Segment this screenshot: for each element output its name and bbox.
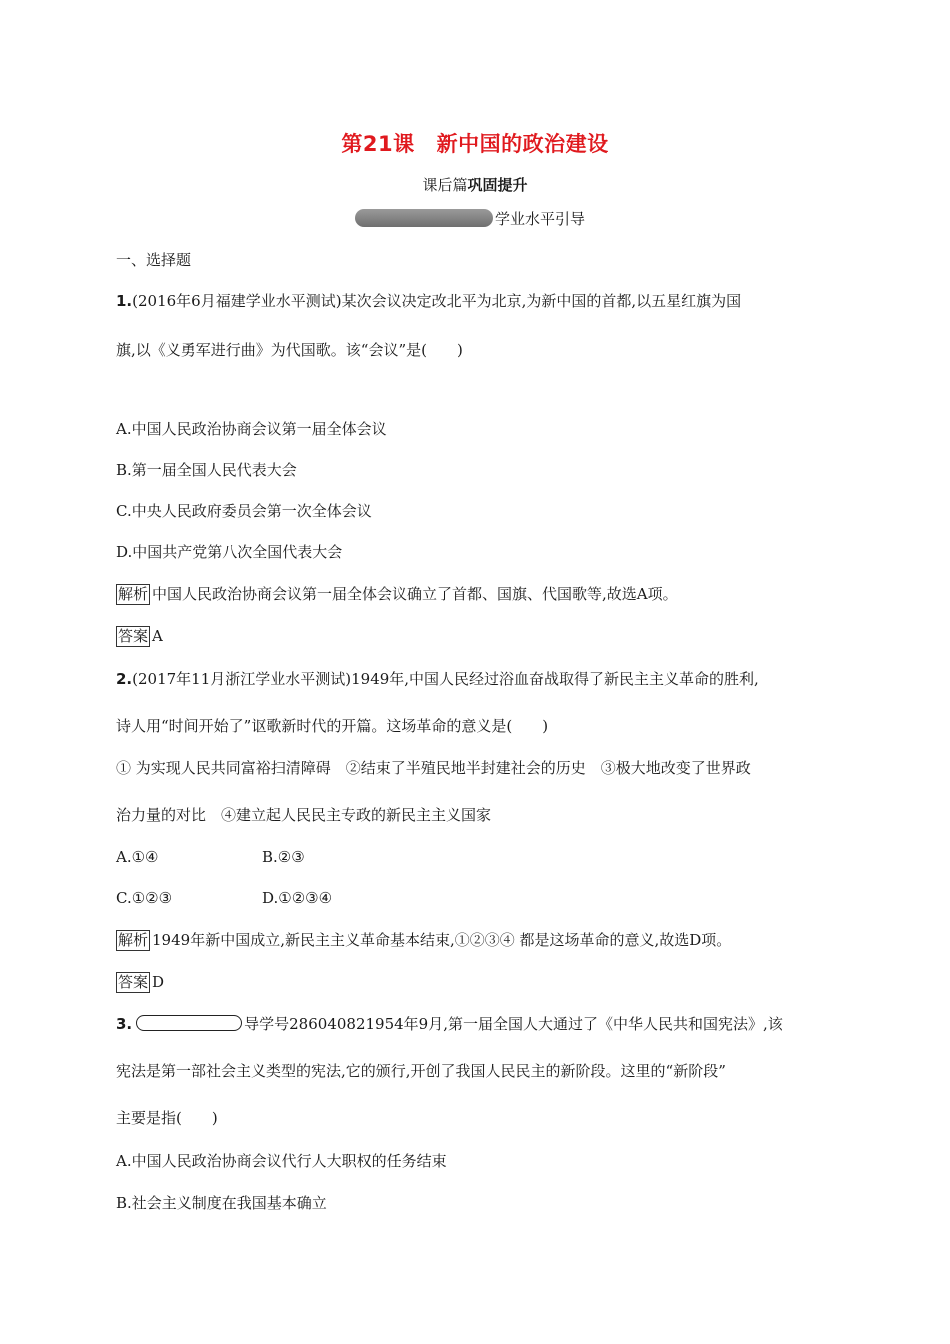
lesson-name: 新中国的政治建设 <box>436 132 609 156</box>
question-1-answer: 答案 A <box>118 627 163 645</box>
guide-bar-icon <box>355 209 493 227</box>
question-2-answer: 答案 D <box>118 973 165 991</box>
question-3-number: 3. <box>116 1015 133 1033</box>
question-2-option-d: D.①②③④ <box>262 889 333 907</box>
question-3-line-3: 主要是指( ) <box>116 1109 218 1127</box>
question-1-line-1: 1.(2016年6月福建学业水平测试)某次会议决定改北平为北京,为新中国的首都,以五星红旗为国 <box>116 292 742 310</box>
guide-banner <box>355 207 585 229</box>
guide-number-pill-icon <box>136 1015 242 1031</box>
subtitle-bold: 巩固提升 <box>467 176 528 194</box>
question-1-analysis: 解析 中国人民政治协商会议第一届全体会议确立了首都、国旗、代国歌等,故选A项。 <box>118 585 678 603</box>
question-3-option-a: A.中国人民政治协商会议代行人大职权的任务结束 <box>116 1152 447 1170</box>
analysis-tag: 解析 <box>118 585 149 603</box>
question-2-options-row-2 <box>116 887 516 909</box>
question-2-options-row-1 <box>116 846 516 868</box>
question-1-option-b: B.第一届全国人民代表大会 <box>116 461 297 479</box>
question-2-analysis: 解析 1949年新中国成立,新民主主义革命基本结束,①②③④ 都是这场革命的意义,故选D项。 <box>118 931 732 949</box>
analysis-tag: 解析 <box>118 931 149 949</box>
question-2-option-a: A.①④ <box>116 848 159 866</box>
question-1-option-c: C.中央人民政府委员会第一次全体会议 <box>116 502 372 520</box>
lesson-number: 第21课 <box>341 132 415 156</box>
question-1-option-a: A.中国人民政治协商会议第一届全体会议 <box>116 420 387 438</box>
guide-label: 学业水平引导 <box>495 209 586 228</box>
page-subtitle <box>0 174 950 195</box>
question-2-option-b: B.②③ <box>262 848 305 866</box>
question-2-line-4: 治力量的对比 ④建立起人民民主专政的新民主主义国家 <box>116 806 492 824</box>
answer-tag: 答案 <box>118 627 149 645</box>
question-2-line-3: ① 为实现人民共同富裕扫清障碍 ②结束了半殖民地半封建社会的历史 ③极大地改变了世界政 <box>116 759 751 777</box>
subtitle-normal: 课后篇 <box>422 176 468 194</box>
question-3-line-1: 3. 导学号286040821954年9月,第一届全国人大通过了《中华人民共和国宪法》,该 <box>116 1015 783 1033</box>
question-2-line-2: 诗人用“时间开始了”讴歌新时代的开篇。这场革命的意义是( ) <box>116 717 549 735</box>
question-2-number: 2. <box>116 670 133 688</box>
section-heading: 一、选择题 <box>116 251 192 269</box>
question-3-option-b: B.社会主义制度在我国基本确立 <box>116 1194 327 1212</box>
page-title <box>0 128 950 158</box>
question-3-line-2: 宪法是第一部社会主义类型的宪法,它的颁行,开创了我国人民民主的新阶段。这里的“新阶段” <box>116 1062 726 1080</box>
question-1-option-d: D.中国共产党第八次全国代表大会 <box>116 543 343 561</box>
question-2-option-c: C.①②③ <box>116 889 173 907</box>
question-2-line-1: 2.(2017年11月浙江学业水平测试)1949年,中国人民经过浴血奋战取得了新民主主义革命的胜利, <box>116 670 759 688</box>
question-1-number: 1. <box>116 292 133 310</box>
question-1-line-2: 旗,以《义勇军进行曲》为代国歌。该“会议”是( ) <box>116 341 463 359</box>
answer-tag: 答案 <box>118 973 149 991</box>
